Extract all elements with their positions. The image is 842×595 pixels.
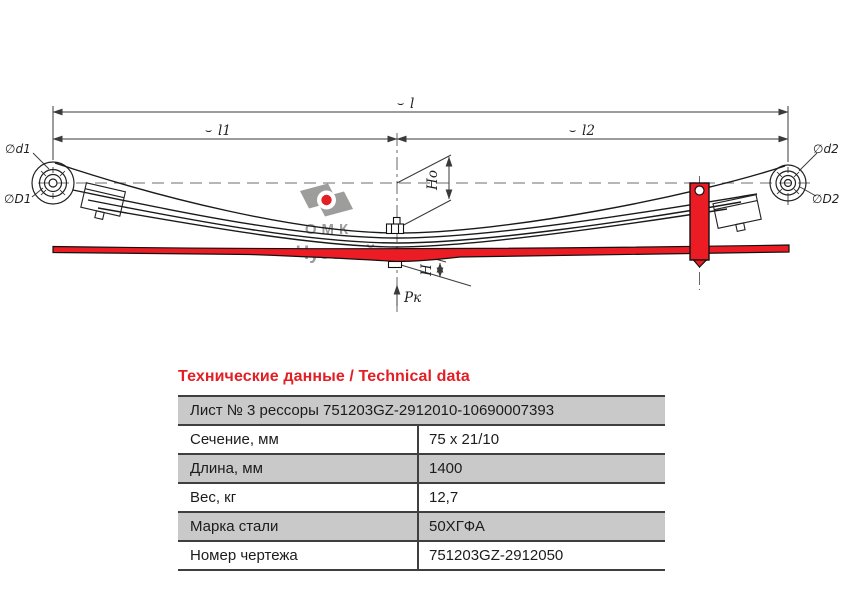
h0-extension-top	[397, 155, 451, 183]
clamp-right	[713, 195, 763, 235]
arc-symbol-l1: ⌣	[205, 124, 213, 137]
row-value: 751203GZ-2912050	[417, 542, 665, 569]
table-title: Технические данные / Technical data	[178, 368, 470, 385]
highlighted-leaf	[53, 245, 789, 262]
main-leaf-top	[55, 163, 785, 233]
label-l1: l1	[218, 123, 231, 139]
h0-extension-bottom	[398, 200, 451, 228]
watermark-brand-text: ОМК	[304, 221, 354, 238]
row-value: 75 x 21/10	[417, 426, 665, 453]
row-value: 1400	[417, 455, 665, 482]
table-row	[178, 542, 665, 571]
row-label: Номер чертежа	[190, 547, 298, 564]
row-label: Вес, кг	[190, 489, 237, 506]
label-h: Н	[419, 264, 435, 276]
omk-logo-icon	[300, 184, 353, 217]
row-value: 50ХГФА	[417, 513, 665, 540]
label-l: l	[410, 96, 415, 112]
table-row	[178, 484, 665, 513]
label-l2: l2	[582, 123, 595, 139]
red-clamp	[690, 183, 709, 267]
table-row	[178, 455, 665, 484]
table-row	[178, 513, 665, 542]
arc-symbol-l2: ⌣	[569, 124, 577, 137]
table-row	[178, 426, 665, 455]
leaf-2	[73, 190, 757, 238]
arc-symbol-l: ⌣	[397, 97, 405, 110]
label-pk: Рк	[404, 290, 422, 306]
spring-eye-right	[770, 165, 806, 205]
label-d1: ∅d1	[5, 142, 31, 156]
row-value: 12,7	[417, 484, 665, 511]
label-d2: ∅d2	[813, 142, 839, 156]
row-label: Длина, мм	[190, 460, 263, 477]
label-D2: ∅D2	[812, 192, 840, 206]
leaf-stack	[55, 163, 785, 247]
leader-d1	[33, 153, 49, 169]
table-header-text: Лист № 3 рессоры 751203GZ-2912010-10690007393	[190, 402, 555, 419]
label-h0: Но	[425, 170, 441, 190]
h-extension-bottom	[401, 265, 471, 286]
table-header-row	[178, 397, 665, 426]
technical-data-table	[178, 395, 665, 571]
technical-data-section	[178, 368, 665, 571]
row-label: Марка стали	[190, 518, 279, 535]
row-label: Сечение, мм	[190, 431, 279, 448]
label-D1: ∅D1	[4, 192, 32, 206]
